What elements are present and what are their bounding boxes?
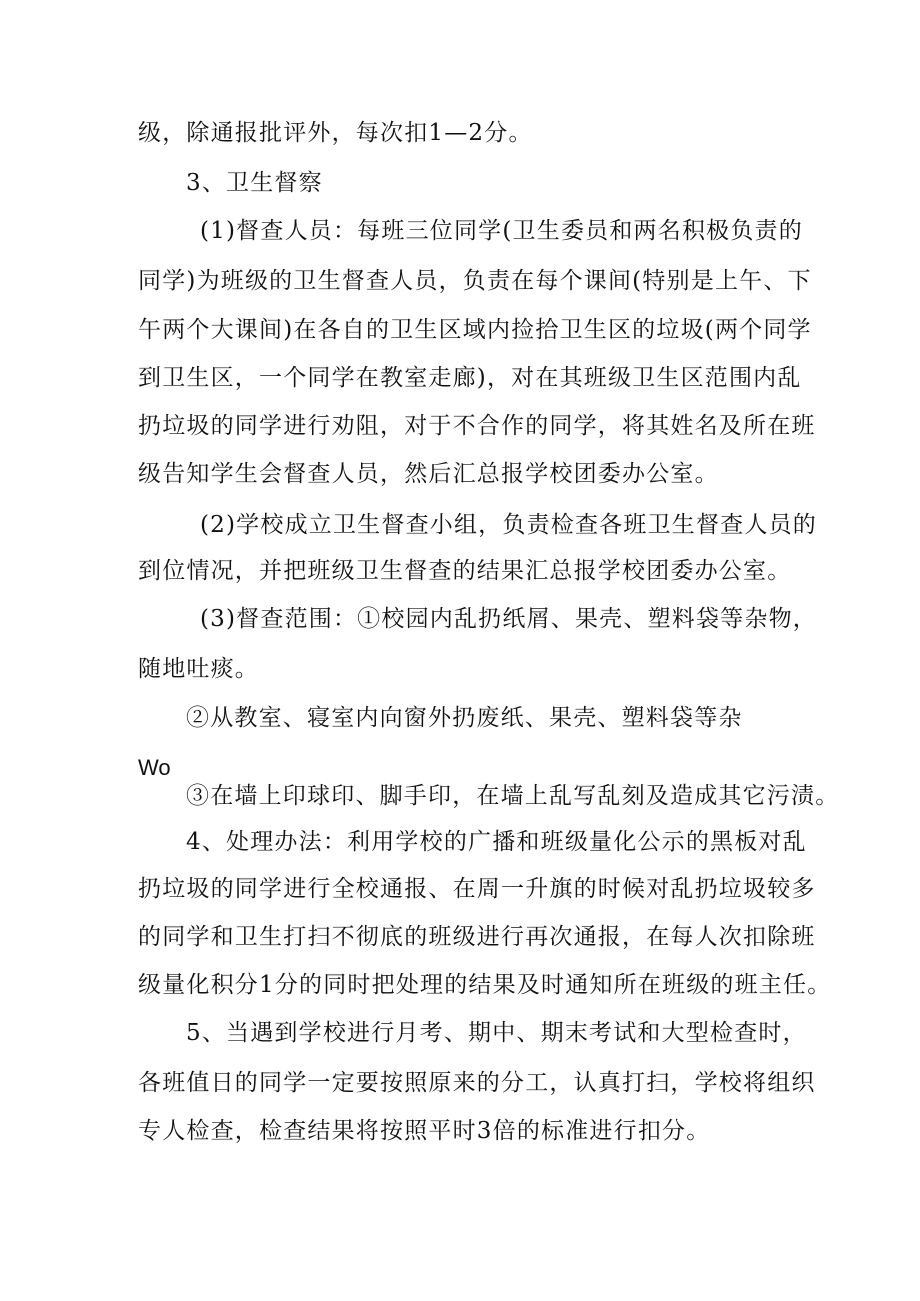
text-line-6: 到卫生区，一个同学在教室走廊)，对在其班级卫生区范围内乱	[138, 365, 802, 391]
text-line-8: 级告知学生会督查人员，然后汇总报学校团委办公室。	[138, 461, 719, 487]
text-line-16: 扔垃圾的同学进行全校通报、在周一升旗的时候对乱扔垃圾较多	[138, 876, 816, 902]
text-line-1: 级，除通报批评外，每次扣1—2分。	[138, 120, 533, 146]
text-line-20: 各班值日的同学一定要按照原来的分工，认真打扫，学校将组织	[138, 1070, 816, 1096]
text-line-18: 级量化积分1分的同时把处理的结果及时通知所在班级的班主任。	[138, 972, 832, 998]
text-line-3: (1)督查人员：每班三位同学(卫生委员和两名积极负责的	[200, 218, 803, 244]
text-line-11: (3)督查范围：①校园内乱扔纸屑、果壳、塑料袋等杂物，	[200, 606, 817, 632]
stray-text: Wo	[138, 755, 171, 780]
text-line-17: 的同学和卫生打扫不彻底的班级进行再次通报，在每人次扣除班	[138, 924, 816, 950]
text-line-13: ②从教室、寝室内向窗外扔废纸、果壳、塑料袋等杂	[186, 705, 743, 731]
text-line-12: 随地吐痰。	[138, 656, 259, 682]
section-heading-exam-inspection: 5、当遇到学校进行月考、期中、期末考试和大型检查时，	[186, 1020, 807, 1046]
text-line-4: 同学)为班级的卫生督查人员，负责在每个课间(特别是上午、下	[138, 268, 812, 294]
text-line-9: (2)学校成立卫生督查小组，负责检查各班卫生督查人员的	[200, 512, 817, 538]
text-line-5: 午两个大课间)在各自的卫生区域内捡拾卫生区的垃圾(两个同学	[138, 317, 812, 343]
text-line-7: 扔垃圾的同学进行劝阻，对于不合作的同学，将其姓名及所在班	[138, 413, 816, 439]
section-heading-hygiene-supervision: 3、卫生督察	[186, 170, 323, 196]
text-line-14: ③在墙上印球印、脚手印，在墙上乱写乱刻及造成其它污渍。	[186, 783, 840, 809]
text-line-21: 专人检查，检查结果将按照平时3倍的标准进行扣分。	[138, 1118, 711, 1144]
text-line-10: 到位情况，并把班级卫生督查的结果汇总报学校团委办公室。	[138, 558, 792, 584]
section-heading-handling-methods: 4、处理办法：利用学校的广播和班级量化公示的黑板对乱	[186, 829, 807, 855]
